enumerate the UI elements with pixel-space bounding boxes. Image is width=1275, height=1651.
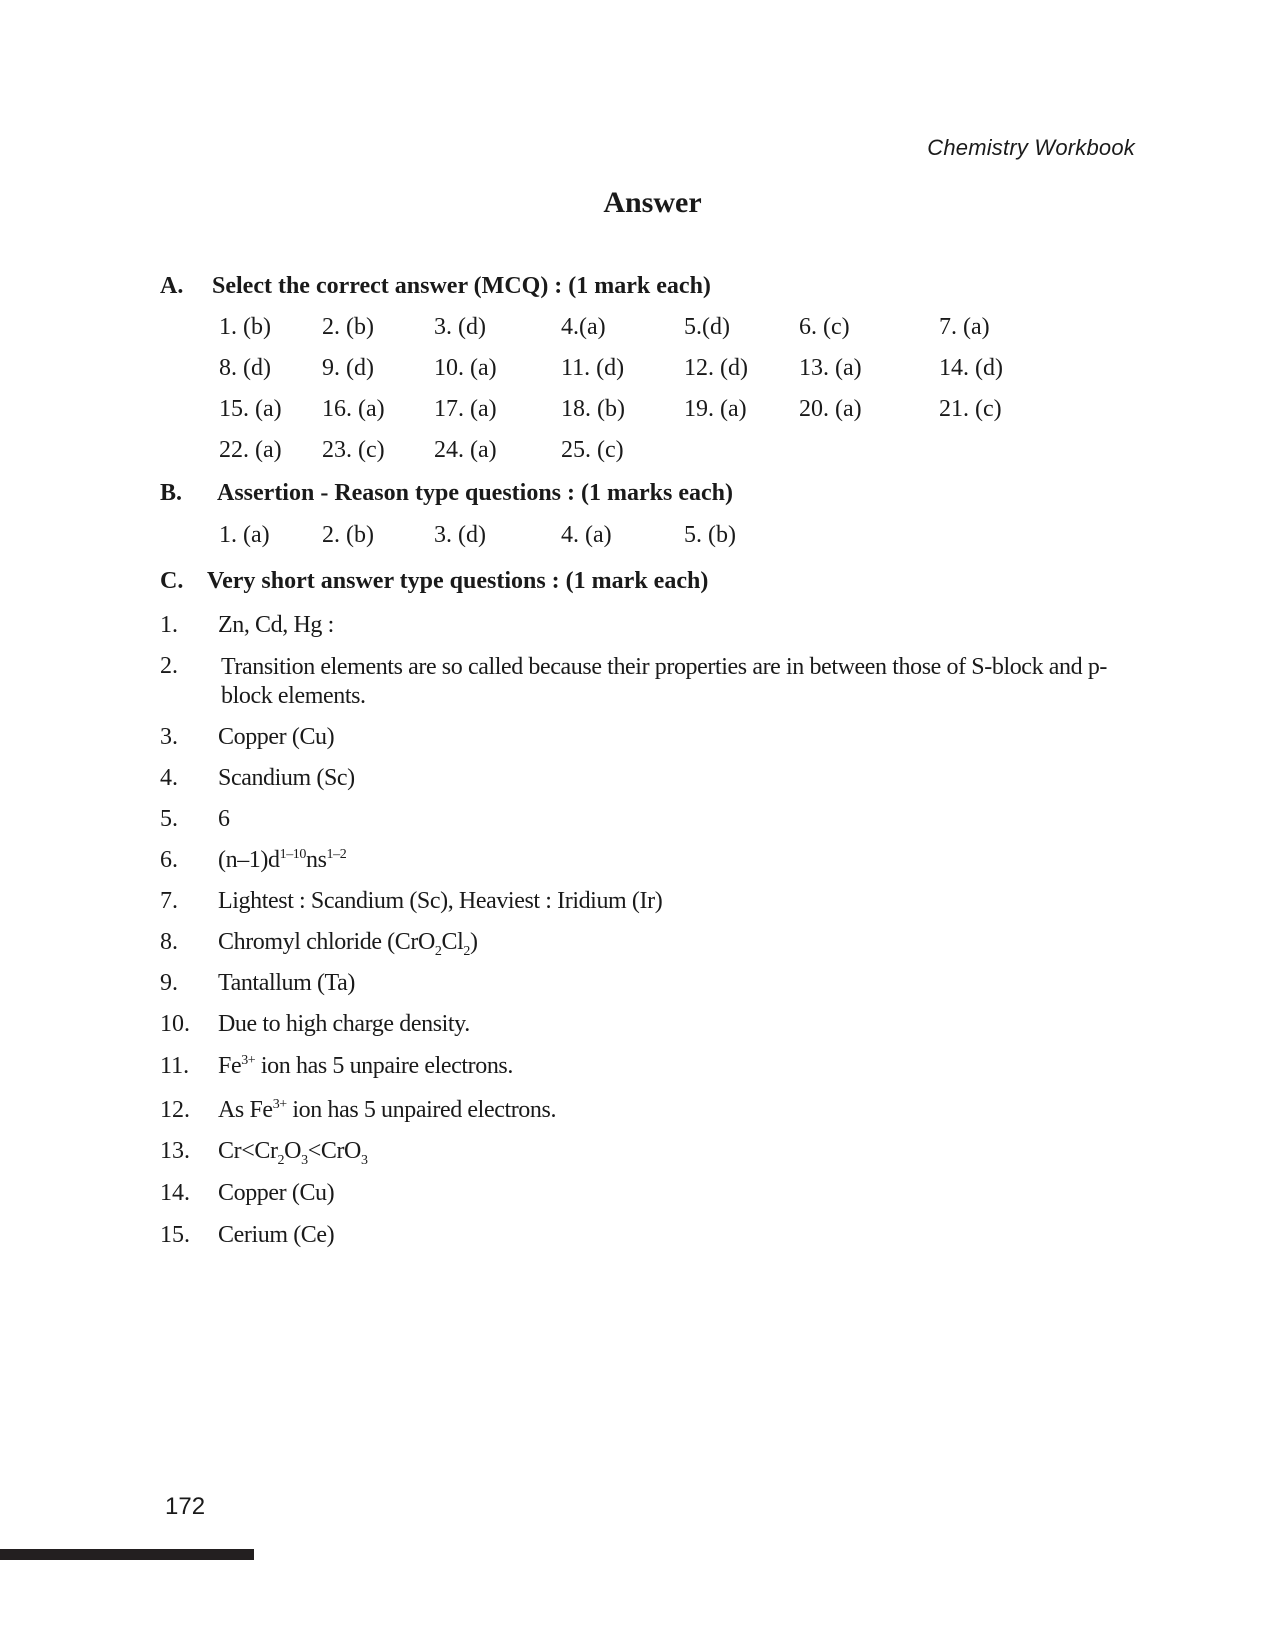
- assertion-answer: 4. (a): [561, 522, 612, 548]
- mcq-answer: 22. (a): [219, 437, 282, 463]
- answer-text: Lightest : Scandium (Sc), Heaviest : Iridium (Ir): [218, 888, 663, 914]
- answer-text: Due to high charge density.: [218, 1011, 470, 1037]
- answer-number: 2.: [160, 653, 178, 679]
- mcq-answer: 17. (a): [434, 396, 497, 422]
- mcq-answer: 24. (a): [434, 437, 497, 463]
- answer-number: 1.: [160, 612, 178, 638]
- answer-number: 7.: [160, 888, 178, 914]
- section-a-title: Select the correct answer (MCQ) : (1 mark each): [212, 273, 711, 299]
- mcq-answer: 23. (c): [322, 437, 385, 463]
- assertion-answer: 3. (d): [434, 522, 486, 548]
- mcq-answer: 25. (c): [561, 437, 624, 463]
- answer-number: 5.: [160, 806, 178, 832]
- answer-text: Zn, Cd, Hg :: [218, 612, 334, 638]
- answer-text: Scandium (Sc): [218, 765, 355, 791]
- answer-text: Tantallum (Ta): [218, 970, 355, 996]
- mcq-answer: 14. (d): [939, 355, 1003, 381]
- mcq-answer: 12. (d): [684, 355, 748, 381]
- mcq-answer: 21. (c): [939, 396, 1002, 422]
- answer-number: 15.: [160, 1222, 190, 1248]
- mcq-answer: 11. (d): [561, 355, 625, 381]
- answer-text: As $Fe^{3+}$ ion has 5 unpaired electrons.: [218, 1097, 557, 1123]
- answer-number: 6.: [160, 847, 178, 873]
- mcq-answer: 3. (d): [434, 314, 486, 340]
- answer-number: 3.: [160, 724, 178, 750]
- answer-number: 4.: [160, 765, 178, 791]
- mcq-answer: 13. (a): [799, 355, 862, 381]
- page-heading: Answer: [603, 186, 702, 219]
- section-a-letter: A.: [160, 273, 184, 299]
- assertion-answer: 2. (b): [322, 522, 374, 548]
- answer-number: 8.: [160, 929, 178, 955]
- mcq-answer: 19. (a): [684, 396, 747, 422]
- section-b-title: Assertion - Reason type questions : (1 marks each): [217, 480, 733, 506]
- answer-text: $Fe^{3+}$ ion has 5 unpaire electrons.: [218, 1053, 513, 1079]
- answer-number: 14.: [160, 1180, 190, 1206]
- page-number: 172: [165, 1493, 206, 1520]
- mcq-answer: 20. (a): [799, 396, 862, 422]
- footer-bar: [0, 1549, 254, 1560]
- answer-text: Copper (Cu): [218, 1180, 335, 1206]
- mcq-answer: 2. (b): [322, 314, 374, 340]
- section-c-letter: C.: [160, 568, 184, 594]
- mcq-answer: 16. (a): [322, 396, 385, 422]
- answer-text: Copper (Cu): [218, 724, 335, 750]
- mcq-answer: 5.(d): [684, 314, 730, 340]
- answer-number: 12.: [160, 1097, 190, 1123]
- mcq-answer: 8. (d): [219, 355, 271, 381]
- answer-text: 6: [218, 806, 230, 832]
- answer-text: $(n-1)d^{1-10}ns^{1-2}$: [218, 847, 347, 873]
- mcq-answer: 15. (a): [219, 396, 282, 422]
- mcq-answer: 9. (d): [322, 355, 374, 381]
- answer-number: 11.: [160, 1053, 190, 1079]
- mcq-answer: 10. (a): [434, 355, 497, 381]
- section-b-letter: B.: [160, 480, 183, 506]
- answer-text: $Cr<Cr_2O_3<CrO_3$: [218, 1138, 368, 1168]
- answer-number: 9.: [160, 970, 178, 996]
- mcq-answer: 7. (a): [939, 314, 990, 340]
- workbook-title: Chemistry Workbook: [927, 135, 1135, 160]
- answer-number: 13.: [160, 1138, 190, 1164]
- mcq-answer: 1. (b): [219, 314, 271, 340]
- assertion-answer: 1. (a): [219, 522, 270, 548]
- answer-text: Transition elements are so called because their properties are in between those of S-block and p-block elements.: [221, 654, 1108, 709]
- mcq-answer: 6. (c): [799, 314, 850, 340]
- answer-text: Cerium (Ce): [218, 1222, 335, 1248]
- mcq-answer: 18. (b): [561, 396, 625, 422]
- assertion-answer: 5. (b): [684, 522, 736, 548]
- answer-text: Chromyl chloride $(CrO_2Cl_2)$: [218, 929, 478, 959]
- mcq-answer: 4.(a): [561, 314, 606, 340]
- answer-number: 10.: [160, 1011, 190, 1037]
- section-c-title: Very short answer type questions : (1 mark each): [207, 568, 709, 594]
